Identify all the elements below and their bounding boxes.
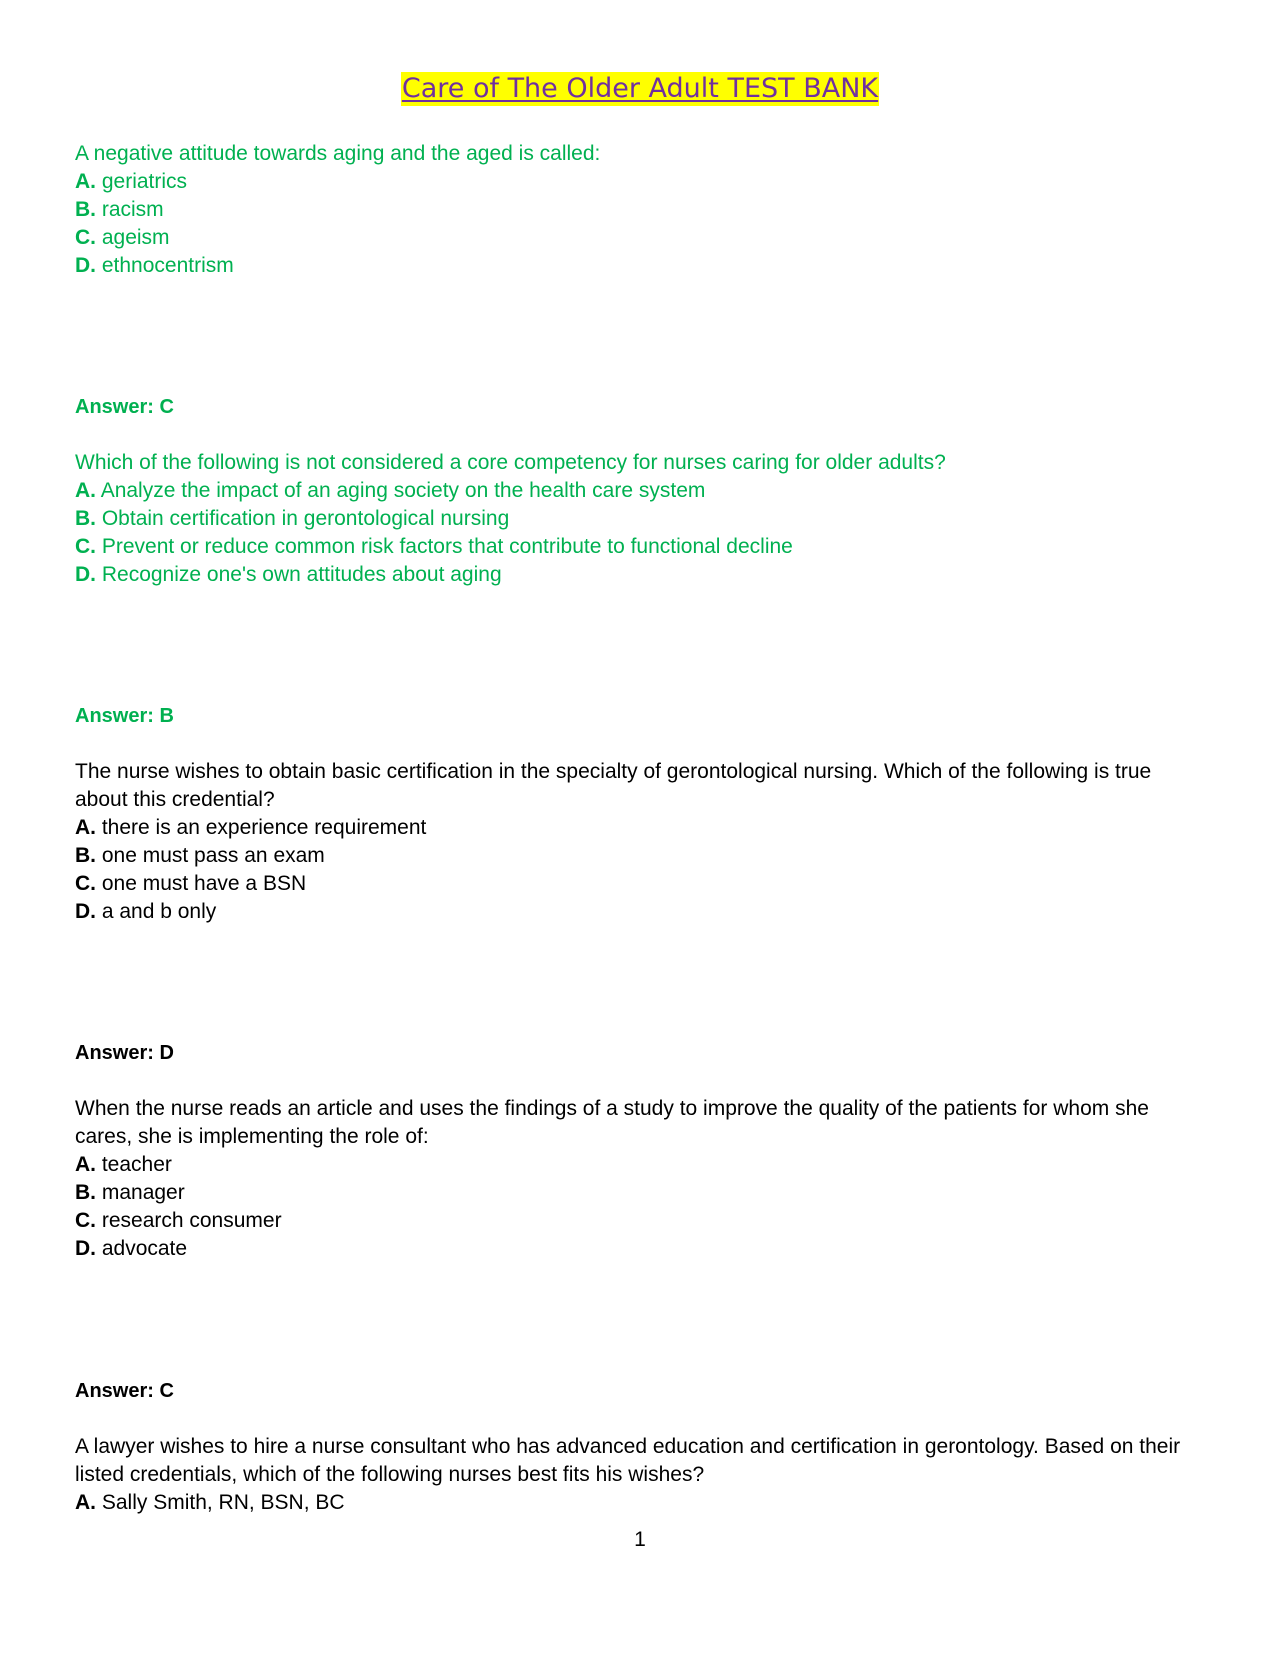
- answer-2: Answer: B: [75, 705, 174, 727]
- question-stem: The nurse wishes to obtain basic certification in the specialty of gerontological nursing. Which of the following is true about this credential?: [75, 760, 1152, 811]
- option-c: C. ageism: [75, 226, 170, 249]
- answer-3: Answer: D: [75, 1042, 174, 1064]
- option-b: B. one must pass an exam: [75, 844, 325, 867]
- question-stem: Which of the following is not considered a core competency for nurses caring for older adults?: [75, 451, 946, 474]
- option-a: A. Sally Smith, RN, BSN, BC: [75, 1491, 345, 1514]
- question-stem: A negative attitude towards aging and the aged is called:: [75, 142, 601, 165]
- option-a: A. Analyze the impact of an aging society on the health care system: [75, 479, 706, 502]
- question-3: [75, 758, 1205, 926]
- option-a: A. there is an experience requirement: [75, 816, 427, 839]
- option-c: C. research consumer: [75, 1209, 282, 1232]
- question-stem: When the nurse reads an article and uses the findings of a study to improve the quality of the patients for whom she cares, she is implementing the role of:: [75, 1097, 1149, 1148]
- question-stem: A lawyer wishes to hire a nurse consultant who has advanced education and certification in gerontology. Based on their listed credentials, which of the following nurses best fits his wishes?: [75, 1435, 1181, 1486]
- option-c: C. one must have a BSN: [75, 872, 307, 895]
- option-a: A. geriatrics: [75, 170, 188, 193]
- question-4: [75, 1095, 1205, 1263]
- option-b: B. racism: [75, 198, 164, 221]
- question-2: [75, 449, 1205, 589]
- option-c: C. Prevent or reduce common risk factors that contribute to functional decline: [75, 535, 793, 558]
- option-d: D. advocate: [75, 1237, 188, 1260]
- answer-4: Answer: C: [75, 1380, 174, 1402]
- page-number: 1: [634, 1528, 646, 1551]
- option-b: B. manager: [75, 1181, 185, 1204]
- answer-1: Answer: C: [75, 396, 174, 418]
- option-b: B. Obtain certification in gerontological nursing: [75, 507, 510, 530]
- option-d: D. a and b only: [75, 900, 217, 923]
- question-1: [75, 140, 1205, 280]
- option-d: D. ethnocentrism: [75, 254, 234, 277]
- document-title: Care of The Older Adult TEST BANK: [401, 73, 879, 104]
- option-a: A. teacher: [75, 1153, 172, 1176]
- title-container: [0, 72, 1280, 106]
- option-d: D. Recognize one's own attitudes about aging: [75, 563, 502, 586]
- question-5: [75, 1433, 1205, 1517]
